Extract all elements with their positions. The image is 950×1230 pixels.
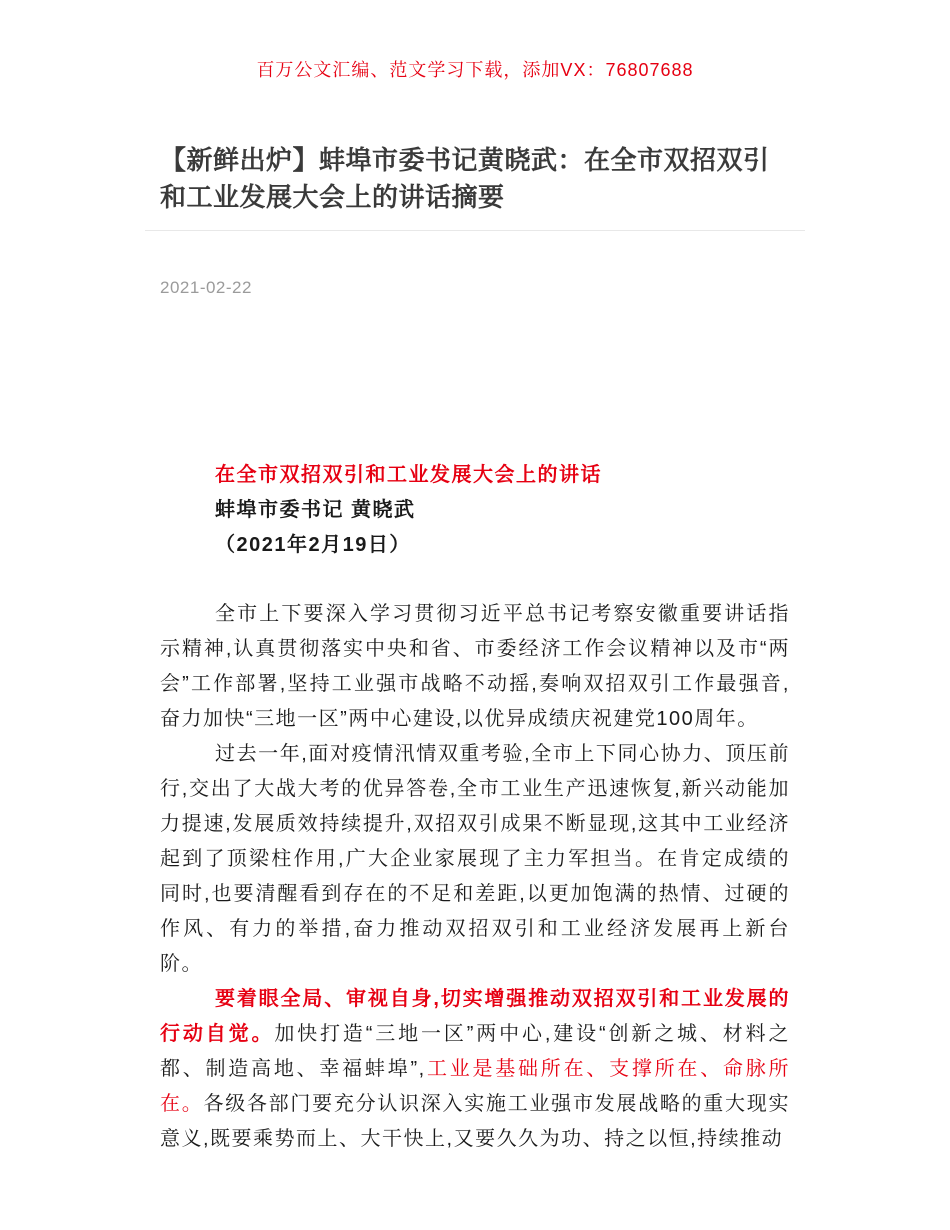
paragraph-3-text-b: 各级各部门要充分认识深入实施工业强市发展战略的重大现实意义,既要乘势而上、大干快上,又要久久为功、持之以恒,持续推动 — [160, 1093, 791, 1150]
article-title: 【新鲜出炉】蚌埠市委书记黄晓武：在全市双招双引和工业发展大会上的讲话摘要 — [160, 145, 770, 212]
paragraph-1: 全市上下要深入学习贯彻习近平总书记考察安徽重要讲话指示精神,认真贯彻落实中央和省、市委经济工作会议精神以及市“两会”工作部署,坚持工业强市战略不动摇,奏响双招双引工作最强音,奋力加快“三地一区”两中心建设,以优异成绩庆祝建党100周年。 — [160, 603, 790, 730]
paragraph-3-text-a: 加快打造“三地一区”两中心,建设“创新之城、材料之都、制造高地、幸福蚌埠”, — [160, 1023, 791, 1080]
article-date: 2021-02-22 — [160, 278, 252, 297]
speech-date-line: （2021年2月19日） — [215, 534, 411, 556]
emphasis-red-bold-text: 要着眼全局、审视自身,切实增强推动双招双引和工业发展的行动自觉。 — [160, 988, 790, 1045]
title-divider — [145, 230, 805, 231]
article-content — [160, 142, 790, 1157]
speech-body — [160, 458, 790, 1157]
paragraph-2: 过去一年,面对疫情汛情双重考验,全市上下同心协力、顶压前行,交出了大战大考的优异答卷,全市工业生产迅速恢复,新兴动能加力提速,发展质效持续提升,双招双引成果不断显现,这其中工业经济起到了顶梁柱作用,广大企业家展现了主力军担当。在肯定成绩的同时,也要清醒看到存在的不足和差距,以更加饱满的热情、过硬的作风、有力的举措,奋力推动双招双引和工业经济发展再上新台阶。 — [160, 743, 790, 975]
paragraph-3 — [160, 982, 790, 1157]
speech-speaker: 蚌埠市委书记 黄晓武 — [215, 499, 416, 521]
promo-text: 百万公文汇编、范文学习下载，添加VX：76807688 — [256, 60, 694, 80]
speech-title: 在全市双招双引和工业发展大会上的讲话 — [215, 464, 602, 486]
emphasis-red-text: 工业是基础所在、支撑所在、命脉所在。 — [160, 1058, 791, 1115]
promo-banner — [0, 0, 950, 82]
